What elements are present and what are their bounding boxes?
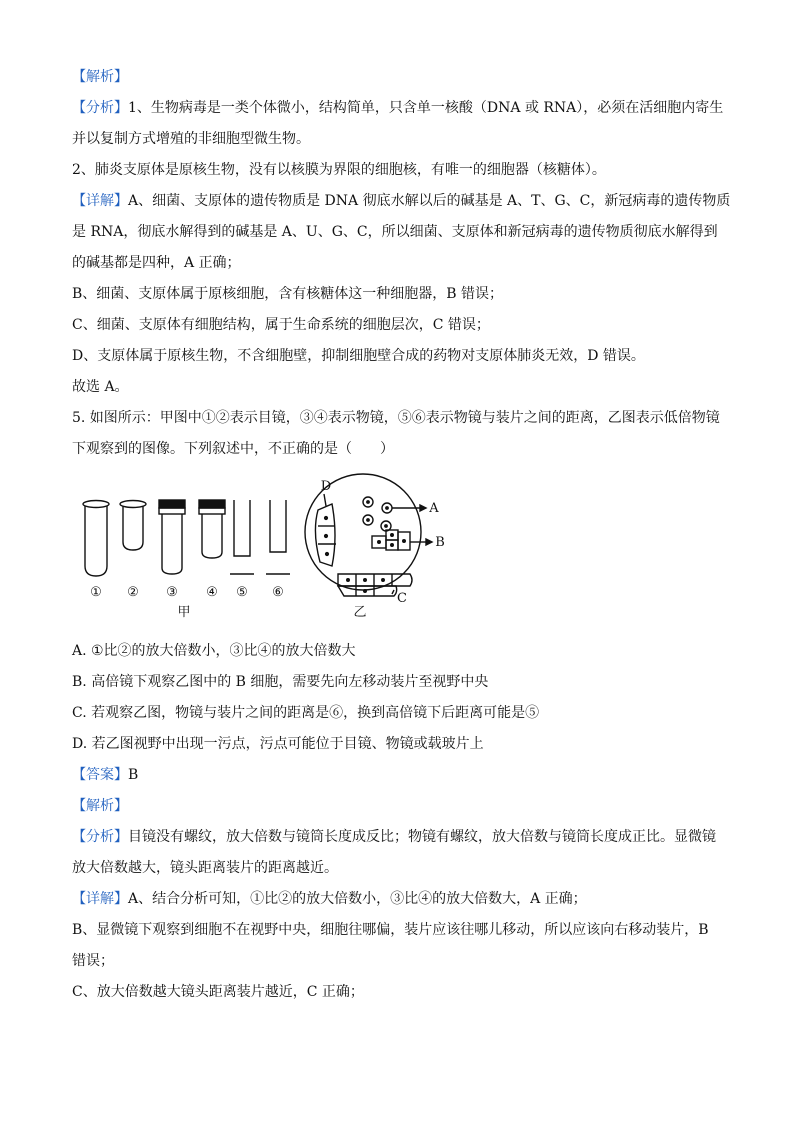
figure-caption-yi: 乙 bbox=[353, 605, 367, 620]
text-line bbox=[72, 795, 724, 817]
line-text: C、细菌、支原体有细胞结构，属于生命系统的细胞层次，C 错误； bbox=[72, 317, 490, 333]
option-line bbox=[72, 733, 724, 755]
line-text: 的碱基都是四种，A 正确； bbox=[72, 255, 241, 271]
line-text: B、细菌、支原体属于原核细胞，含有核糖体这一种细胞器，B 错误； bbox=[72, 286, 504, 302]
line-text: 并以复制方式增殖的非细胞型微生物。 bbox=[72, 131, 310, 147]
text-line bbox=[72, 857, 724, 879]
text-line bbox=[72, 345, 724, 367]
eyepiece-1-shape bbox=[83, 501, 109, 577]
section-tag: 【分析】 bbox=[72, 829, 128, 845]
line-text: 1、生物病毒是一类个体微小，结构简单，只含单一核酸（DNA 或 RNA），必须在活细胞内寄生 bbox=[128, 100, 724, 116]
text-line bbox=[72, 981, 724, 1003]
distance-6-shape bbox=[266, 500, 290, 574]
lens-label-1: ① bbox=[90, 585, 102, 600]
line-text: B bbox=[128, 767, 139, 783]
line-text: 5. 如图所示：甲图中①②表示目镜，③④表示物镜，⑤⑥表示物镜与装片之间的距离，乙图表示低倍物镜 bbox=[72, 410, 720, 426]
marker-b: B bbox=[435, 535, 445, 550]
objective-3-shape bbox=[159, 500, 185, 574]
line-text: B、显微镜下观察到细胞不在视野中央，细胞往哪偏，装片应该往哪儿移动，所以应该向右移动装片，B bbox=[72, 922, 709, 938]
section-tag: 【答案】 bbox=[72, 767, 128, 783]
question-line bbox=[72, 438, 724, 460]
line-text: A、细菌、支原体的遗传物质是 DNA 彻底水解以后的碱基是 A、T、G、C，新冠病毒的遗传物质 bbox=[128, 193, 731, 209]
line-text: D、支原体属于原核生物，不含细胞壁，抑制细胞壁合成的药物对支原体肺炎无效，D 错误。 bbox=[72, 348, 645, 364]
distance-5-shape bbox=[230, 500, 254, 574]
option-line bbox=[72, 640, 724, 662]
objective-4-shape bbox=[199, 500, 225, 558]
eyepiece-2-shape bbox=[120, 501, 146, 551]
text-line bbox=[72, 190, 731, 212]
section-tag: 【详解】 bbox=[72, 891, 128, 907]
line-text: A. ①比②的放大倍数小，③比④的放大倍数大 bbox=[72, 643, 356, 659]
text-line bbox=[72, 376, 724, 398]
line-text: D. 若乙图视野中出现一污点，污点可能位于目镜、物镜或载玻片上 bbox=[72, 736, 484, 752]
section-tag: 【分析】 bbox=[72, 100, 128, 116]
text-line bbox=[72, 128, 724, 150]
text-line bbox=[72, 314, 724, 336]
text-line bbox=[72, 826, 724, 848]
text-line bbox=[72, 221, 724, 243]
line-text: 故选 A。 bbox=[72, 379, 129, 395]
line-text: 目镜没有螺纹，放大倍数与镜筒长度成反比；物镜有螺纹，放大倍数与镜筒长度成正比。显微镜 bbox=[128, 829, 716, 845]
text-line bbox=[72, 97, 724, 119]
line-text: 错误； bbox=[72, 953, 114, 969]
text-line bbox=[72, 66, 724, 88]
marker-a: A bbox=[429, 501, 439, 516]
section-tag: 【解析】 bbox=[72, 798, 128, 814]
option-line bbox=[72, 671, 724, 693]
lens-label-6: ⑥ bbox=[272, 585, 284, 600]
line-text: 放大倍数越大，镜头距离装片的距离越近。 bbox=[72, 860, 338, 876]
line-text: 2、肺炎支原体是原核生物，没有以核膜为界限的细胞核，有唯一的细胞器（核糖体）。 bbox=[72, 162, 606, 178]
lens-label-2: ② bbox=[127, 585, 139, 600]
line-text: C. 若观察乙图，物镜与装片之间的距离是⑥，换到高倍镜下后距离可能是⑤ bbox=[72, 705, 540, 721]
line-text: 是 RNA，彻底水解得到的碱基是 A、U、G、C，所以细菌、支原体和新冠病毒的遗传物质彻底水解得到 bbox=[72, 224, 718, 240]
lens-label-3: ③ bbox=[166, 585, 178, 600]
option-line bbox=[72, 702, 724, 724]
marker-d: D bbox=[320, 479, 332, 494]
text-line bbox=[72, 159, 724, 181]
text-line bbox=[72, 283, 724, 305]
figure-caption-jia: 甲 bbox=[177, 605, 191, 620]
text-line bbox=[72, 252, 724, 274]
line-text: 下观察到的图像。下列叙述中，不正确的是（ ） bbox=[72, 441, 394, 457]
answer-line bbox=[72, 764, 724, 786]
line-text: C、放大倍数越大镜头距离装片越近，C 正确； bbox=[72, 984, 364, 1000]
text-line bbox=[72, 950, 724, 972]
section-tag: 【详解】 bbox=[72, 193, 128, 209]
question-line bbox=[72, 407, 724, 429]
microscope-figure bbox=[76, 470, 456, 630]
section-tag: 【解析】 bbox=[72, 69, 128, 85]
lens-label-5: ⑤ bbox=[236, 585, 248, 600]
line-text: A、结合分析可知，①比②的放大倍数小，③比④的放大倍数大，A 正确； bbox=[128, 891, 587, 907]
line-text: B. 高倍镜下观察乙图中的 B 细胞，需要先向左移动装片至视野中央 bbox=[72, 674, 489, 690]
text-line bbox=[72, 919, 724, 941]
lens-label-4: ④ bbox=[206, 585, 218, 600]
marker-c: C bbox=[397, 591, 407, 606]
text-line bbox=[72, 888, 724, 910]
